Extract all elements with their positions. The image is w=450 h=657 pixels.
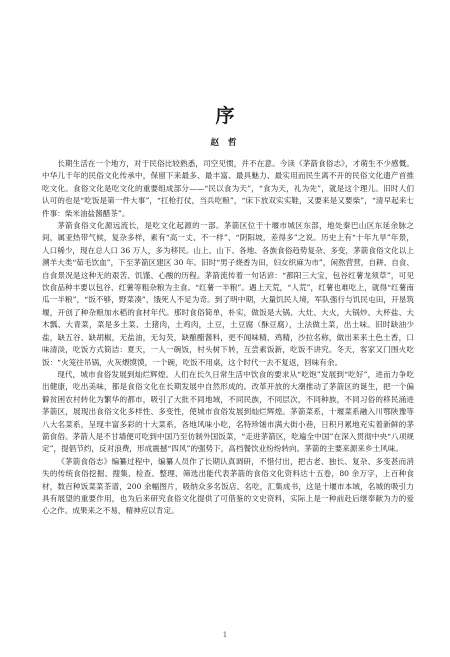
paragraph-1: 长期生活在一个地方，对于民俗比较熟悉，司空见惯，并不在意。今读《茅箭食俗志》，才萌生不少感慨。中华儿千年的民俗文化传承中，保留下来最多、最丰富、最具魅力、最实用而民生离不开的民俗文化遗产首推吃文化。食俗文化是吃文化的重要组成部分——“民以食为天”，“食为天，礼为先”，就是这个理儿。旧时人们认可的也是“吃饭是第一件大事”，“扛枪打仗，当兵吃粮”，“床下放双实实鞋，又要来是又要柴”，“清早起来七件事：柴米油盐酱醋茶”。 xyxy=(42,159,414,218)
paragraph-2: 茅箭食俗文化源远流长，是吃文化起源的一部。茅箭区位于十堰市城区东部，地处秦巴山区东延余脉之间，属亚热带气候，复杂多样，素有“高一丈、不一样”、“阴阳坡，差得多”之说。历史上有“十年九旱”年景，人口稀少，现在总人口 36 万人，多为移民。山上、山下、各地、各族食俗趋势复杂、多变，茅箭食俗文化以上溯羊大类“茹毛饮血”，下至茅箭区建区 30 年。旧时“男子烧香为田，妇女织麻为市”，闲熬营营，自耕、自食、自食景况是这种无的艰苦、饥馑、心酸的历程。茅箭流传着一句话谚：“都阳三大宝，包谷红薯龙须草”，可见饮食品种丰要以包谷、红薯等粗杂粮为主食。“红薯一半粮”。遇上天荒，“人荒”，红薯也难吃上，就得“红薯南瓜一半粮”，“饭不够，野菜凑”，饿死人不足为奇。到了明中期，大量饥民人境，军队强行与饥民屯田，开垦筑堰，开创了种杂粮加水稻的食材年代。那时食俗简单，朴实，做饭是大锅、大灶、大火，大锅炒、大杯盐、大木瓢、大青菜，菜是多土菜、土猪肉，土鸡肉，土豆，土豆腐（酥豆腐），土法做土菜，出土味。旧时缺油少盐，缺五谷、缺胡椒，无盐油，无勾芡，缺酿醋酱料，更不闻味精、鸡精，沙拉名称，做出来来土色土香，口味清淡，吃饭方式简洁：夏天，一人一碗饭，村头树下转，互尝素饭新，吃饭不讲究。冬天，客家又门围火吃饭：“火笼往吊锅，火灰煨馍馍，一个碗，吃饭不用桌，这个时代一去不复返，回味有余。 xyxy=(42,221,414,367)
page-number: 1 xyxy=(222,631,228,639)
body-text xyxy=(42,158,414,518)
paragraph-3: 现代，城市食俗发展到灿烂辉煌。人们在长久日常生活中饮食的要求从“吃饱”发展到“吃好”，进而力争吃出健康，吃出美味，都是食俗文化在长期发展中自然形成的。改革开放的大潮推动了茅箭区的诞生，把一个偏僻贫困农村转化为繁华的都市，吸引了大批不同地域，不同民族，不同层次，不同种族，不同习俗的移民涌进茅箭区，展现出食俗文化多样性、多变性，使城市食俗发展到灿烂辉煌。茅箭菜系，十堰菜系融入川鄂陕豫等八大名菜系，呈现丰富多彩的十大菜系，各地风味小吃，名特珍馐市满大街小巷，日积月累地充实着新鲜的茅箭食俗。茅箭人是不甘墙便可吃到中国乃至仿制外国饭菜，“走进茅箭区，吃遍全中国”在深入贯彻中央“八项规定”，提倡节约，反对浪费，形成震撼“四风”的强势下，高档餐饮业纷纷转向。茅箭的主要来源来乡土风味。 xyxy=(42,369,414,454)
author-name: 赵 哲 xyxy=(210,138,240,148)
page-title: 序 xyxy=(215,105,235,127)
paragraph-4: 《茅箭食俗志》编纂过程中，编纂人员作了长期认真调研，不惜付出，把古老、独长、复杂、多变甚而消失的传统食俗挖掘、搜集、检查、整理、筛选出能代表茅箭的食俗文化资料达十五卷，80 余万字，上百种食材，数百种饭菜菜茶谱，200 余幅图片，吸纳众多名饭店、名吃，汇集成书，这是十堰市本域，名城的吸引力具有展望的重要作用，也为后来研究食俗文化提供了可借鉴的文史资料，实际上是一种前赴后继奉献为力的爱心之作。成果来之不易，精神应以肯定。 xyxy=(42,456,414,516)
